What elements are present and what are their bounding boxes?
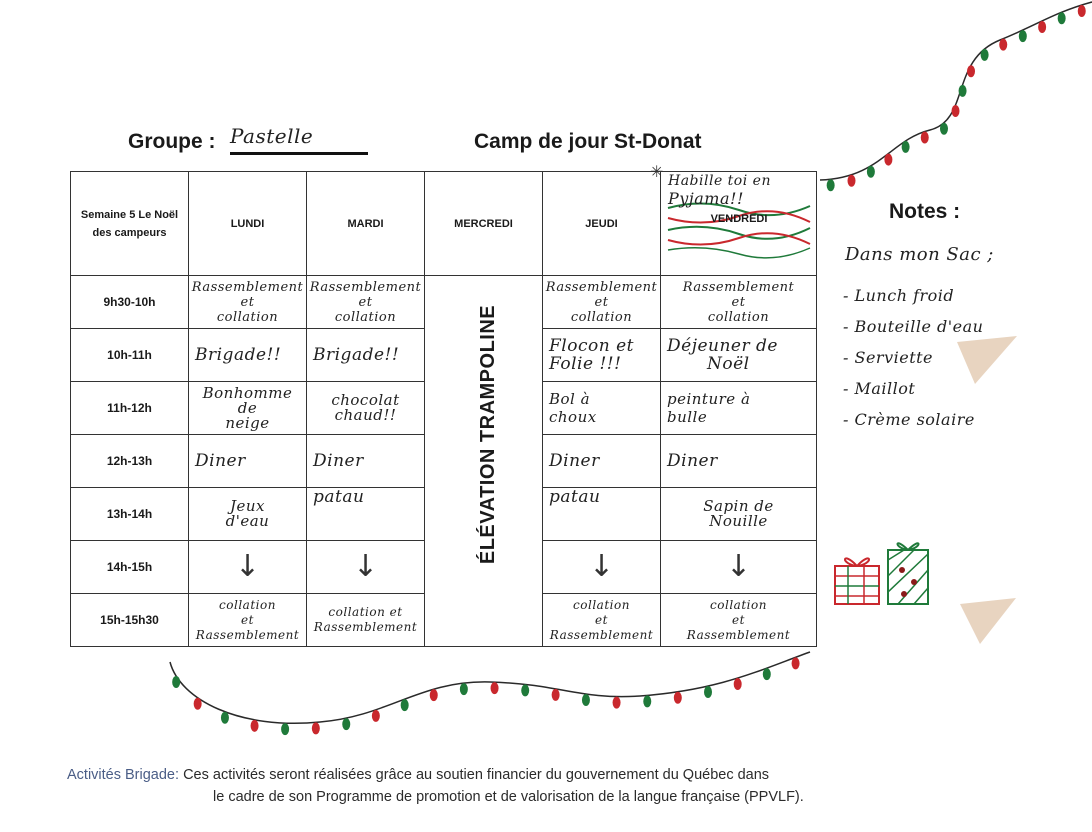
activity-cell xyxy=(543,435,661,488)
activity-line: patau xyxy=(313,487,365,507)
christmas-lights-bottom xyxy=(160,640,820,760)
activity-line: Rassemblement xyxy=(195,627,300,642)
activity-line: collation xyxy=(707,309,770,325)
notes-heading: Dans mon Sac ; xyxy=(845,244,994,265)
activity-line: Folie !!! xyxy=(549,354,622,374)
light-bulb-icon xyxy=(704,686,712,698)
activity-cell xyxy=(189,276,307,329)
activity-line: Noël xyxy=(707,354,750,374)
pyjama-note-line: Pyjama!! xyxy=(668,189,744,208)
activity-line: Brigade!! xyxy=(195,345,282,365)
activity-cell xyxy=(307,382,425,435)
activity-line: Diner xyxy=(195,451,246,471)
activity-line: Rassemblement xyxy=(545,279,658,295)
light-bulb-icon xyxy=(1038,21,1046,33)
gift-box-red-icon xyxy=(832,546,882,606)
activity-line: et xyxy=(240,294,255,310)
activity-cell xyxy=(307,594,425,647)
activity-line: et xyxy=(595,612,608,627)
vendredi-header-label: VENDREDI xyxy=(710,213,768,225)
light-bulb-icon xyxy=(999,39,1007,51)
light-bulb-icon xyxy=(921,132,929,144)
activity-line: chaud!! xyxy=(334,406,397,424)
footer-line1: Ces activités seront réalisées grâce au soutien financier du gouvernement du Québec dans xyxy=(183,767,770,783)
activity-line: Rassemblement xyxy=(309,279,422,295)
activity-line: Diner xyxy=(313,451,364,471)
light-bulb-icon xyxy=(582,694,590,706)
light-bulb-icon xyxy=(521,684,529,696)
footer-text xyxy=(67,764,897,808)
activity-cell xyxy=(307,435,425,488)
light-bulb-icon xyxy=(342,718,350,730)
activity-line: Rassemblement xyxy=(682,279,795,295)
week-label-cell xyxy=(71,172,189,276)
christmas-lights-top xyxy=(820,0,1092,200)
activity-cell xyxy=(661,594,817,647)
activity-line: Sapin de xyxy=(703,497,774,515)
week-label-line: Semaine 5 xyxy=(80,208,136,221)
time-cell: 12h-13h xyxy=(71,435,189,488)
activity-line: neige xyxy=(225,413,270,432)
activity-line: Diner xyxy=(667,451,718,471)
activity-line: Brigade!! xyxy=(313,345,400,365)
activity-cell xyxy=(661,382,817,435)
time-cell: 13h-14h xyxy=(71,488,189,541)
light-bulb-icon xyxy=(312,722,320,734)
light-bulb-icon xyxy=(959,85,967,97)
activity-line: collation xyxy=(710,597,767,612)
list-item: - Lunch froid xyxy=(843,286,955,305)
activity-line: collation xyxy=(334,309,397,325)
activity-line: Flocon et xyxy=(549,336,634,356)
activity-line: Rassemblement xyxy=(549,627,654,642)
activity-line: Déjeuner de xyxy=(667,336,778,356)
activity-line: Rassemblement xyxy=(686,627,791,642)
light-bulb-icon xyxy=(194,698,202,710)
activity-line: choux xyxy=(549,408,597,426)
week-label-line: Le Noël des xyxy=(92,208,179,239)
pennant-triangle-icon xyxy=(955,336,1021,386)
down-arrow-icon: ↓ xyxy=(661,541,817,594)
activity-cell xyxy=(189,329,307,382)
mercredi-activity-label: ÉLÉVATION TRAMPOLINE xyxy=(477,304,500,564)
light-bulb-icon xyxy=(1078,5,1086,17)
time-cell: 11h-12h xyxy=(71,382,189,435)
light-bulb-icon xyxy=(552,689,560,701)
activity-cell xyxy=(661,435,817,488)
light-bulb-icon xyxy=(1019,30,1027,42)
light-bulb-icon xyxy=(902,141,910,153)
bulbs-bottom xyxy=(172,657,799,735)
light-bulb-icon xyxy=(430,689,438,701)
activity-cell xyxy=(189,435,307,488)
activity-cell xyxy=(543,488,661,541)
time-cell: 14h-15h xyxy=(71,541,189,594)
footer-line2: le cadre de son Programme de promotion et de valorisation de la langue française (PPVLF). xyxy=(213,789,804,805)
light-bulb-icon xyxy=(763,668,771,680)
activity-line: collation xyxy=(570,309,633,325)
time-cell: 9h30-10h xyxy=(71,276,189,329)
light-bulb-icon xyxy=(372,710,380,722)
activity-cell xyxy=(307,488,425,541)
activity-cell xyxy=(189,594,307,647)
light-bulb-icon xyxy=(940,123,948,135)
activity-line: Rassemblement xyxy=(191,279,304,295)
activity-line: chocolat xyxy=(331,391,400,409)
activity-line: d'eau xyxy=(225,512,270,530)
light-bulb-icon xyxy=(952,105,960,117)
day-header-jeudi: JEUDI xyxy=(543,172,661,276)
activity-cell xyxy=(307,276,425,329)
light-bulb-icon xyxy=(981,49,989,61)
light-bulb-icon xyxy=(884,154,892,166)
mercredi-activity xyxy=(468,289,510,579)
activity-cell xyxy=(189,488,307,541)
activity-line: peinture à xyxy=(667,390,751,408)
activity-line: et xyxy=(594,294,609,310)
activity-cell xyxy=(661,329,817,382)
light-bulb-icon xyxy=(460,683,468,695)
activity-line: et xyxy=(731,294,746,310)
day-header-lundi: LUNDI xyxy=(189,172,307,276)
down-arrow-icon: ↓ xyxy=(189,541,307,594)
activity-line: Nouille xyxy=(709,512,768,530)
light-bulb-icon xyxy=(792,657,800,669)
activity-line: Bonhomme xyxy=(202,383,293,402)
activity-line: et xyxy=(732,612,745,627)
list-item: - Serviette xyxy=(843,348,934,367)
activity-line: et xyxy=(241,612,254,627)
light-bulb-icon xyxy=(867,166,875,178)
day-header-mardi: MARDI xyxy=(307,172,425,276)
activity-line: Bol à xyxy=(549,390,591,408)
pyjama-note xyxy=(664,172,814,208)
light-bulb-icon xyxy=(734,678,742,690)
activity-line: collation et xyxy=(328,605,403,619)
light-bulb-icon xyxy=(848,175,856,187)
activity-cell xyxy=(543,276,661,329)
activity-cell xyxy=(661,276,817,329)
pennant-triangle-icon xyxy=(958,598,1020,646)
week-label-line: campeurs xyxy=(114,226,167,239)
activity-line: collation xyxy=(219,597,276,612)
light-bulb-icon xyxy=(674,692,682,704)
light-bulb-icon xyxy=(251,720,259,732)
day-header-mercredi: MERCREDI xyxy=(425,172,543,276)
snowflake-icon: ✳ xyxy=(650,162,664,181)
activity-line: de xyxy=(237,398,258,417)
activity-line: collation xyxy=(573,597,630,612)
light-bulb-icon xyxy=(827,179,835,191)
activity-cell xyxy=(307,329,425,382)
bulbs-top xyxy=(827,5,1086,191)
activity-cell xyxy=(189,382,307,435)
light-bulb-icon xyxy=(613,697,621,709)
light-bulb-icon xyxy=(643,695,651,707)
light-bulb-icon xyxy=(221,712,229,724)
list-item: - Bouteille d'eau xyxy=(843,317,984,336)
activity-line: patau xyxy=(549,487,601,507)
activity-cell xyxy=(543,329,661,382)
activity-cell xyxy=(661,488,817,541)
activity-line: collation xyxy=(216,309,279,325)
activity-line: Rassemblement xyxy=(313,620,418,634)
light-bulb-icon xyxy=(1058,12,1066,24)
gift-box-green-icon xyxy=(884,534,932,606)
activity-line: Jeux xyxy=(229,497,265,515)
groupe-label: Groupe : xyxy=(128,130,216,153)
light-bulb-icon xyxy=(401,699,409,711)
list-item: - Crème solaire xyxy=(843,410,975,429)
down-arrow-icon: ↓ xyxy=(543,541,661,594)
light-bulb-icon xyxy=(967,65,975,77)
light-bulb-icon xyxy=(281,723,289,735)
pyjama-note-line: Habille toi en xyxy=(668,173,771,189)
activity-line: bulle xyxy=(667,408,708,426)
activity-cell xyxy=(543,382,661,435)
activity-line: et xyxy=(358,294,373,310)
time-cell: 15h-15h30 xyxy=(71,594,189,647)
list-item: - Maillot xyxy=(843,379,916,398)
down-arrow-icon: ↓ xyxy=(307,541,425,594)
footer-lead: Activités Brigade: xyxy=(67,767,180,783)
table-row xyxy=(71,276,817,329)
activity-line: Diner xyxy=(549,451,600,471)
activity-cell xyxy=(543,594,661,647)
groupe-value: Pastelle xyxy=(230,124,368,155)
camp-title: Camp de jour St-Donat xyxy=(474,130,702,153)
light-bulb-icon xyxy=(491,682,499,694)
light-bulb-icon xyxy=(172,676,180,688)
notes-title: Notes : xyxy=(889,200,961,223)
time-cell: 10h-11h xyxy=(71,329,189,382)
